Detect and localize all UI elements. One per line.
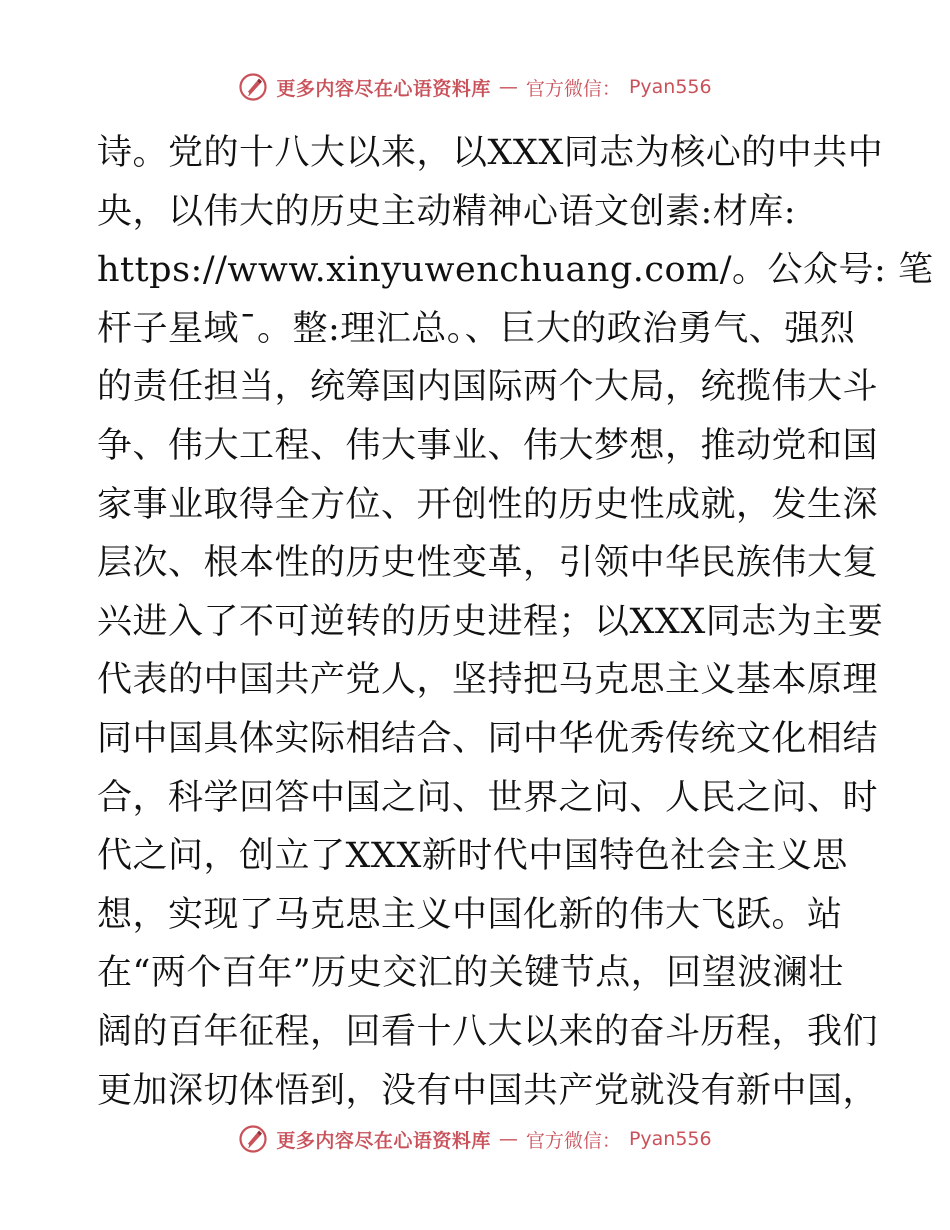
pen-logo-icon — [238, 1124, 268, 1154]
footer-watermark — [0, 1124, 950, 1154]
header-watermark — [0, 72, 950, 102]
text-line: 代表的中国共产党人，坚持把马克思主义基本原理 — [97, 660, 879, 701]
text-line: 家事业取得全方位、开创性的历史性成就，发生深 — [97, 484, 879, 525]
text-line: 层次、根本性的历史性变革，引领中华民族伟大复 — [97, 543, 879, 584]
text-line: 争、伟大工程、伟大事业、伟大梦想，推动党和国 — [97, 425, 879, 466]
watermark-label: 官方微信： — [525, 1129, 621, 1152]
watermark-text: 更多内容尽在心语资料库 — [276, 77, 491, 100]
text-line: https://www.xinyuwenchuang.com/。公众号: 笔 — [97, 250, 934, 291]
text-line: 同中国具体实际相结合、同中华优秀传统文化相结 — [97, 718, 879, 759]
watermark-text: 更多内容尽在心语资料库 — [276, 1129, 491, 1152]
watermark-handle: Pyan556 — [628, 76, 712, 98]
text-line: 央，以伟大的历史主动精神心语文创素:材库: — [97, 191, 797, 232]
text-line: 阔的百年征程，回看十八大以来的奋斗历程，我们 — [97, 1011, 879, 1052]
text-line: 在“两个百年”历史交汇的关键节点，回望波澜壮 — [97, 953, 844, 994]
text-line: 合，科学回答中国之问、世界之问、人民之问、时 — [97, 777, 879, 818]
text-line: 想，实现了马克思主义中国化新的伟大飞跃。站 — [97, 894, 843, 935]
watermark-separator: — — [498, 1128, 518, 1150]
watermark-label: 官方微信： — [525, 77, 621, 100]
text-line: 杆子星域¯。整:理汇总。、巨大的政治勇气、强烈 — [97, 308, 856, 349]
text-line: 诗。党的十八大以来，以XXX同志为核心的中共中 — [97, 133, 884, 173]
pen-logo-icon — [238, 72, 268, 102]
text-line: 兴进入了不可逆转的历史进程；以XXX同志为主要 — [97, 601, 884, 642]
text-line: 代之问，创立了XXX新时代中国特色社会主义思 — [97, 836, 848, 877]
watermark-handle: Pyan556 — [628, 1128, 712, 1150]
text-line: 更加深切体悟到，没有中国共产党就没有新中国， — [97, 1070, 879, 1111]
document-body — [97, 124, 934, 1120]
text-line: 的责任担当，统筹国内国际两个大局，统揽伟大斗 — [97, 367, 879, 408]
watermark-separator: — — [498, 76, 518, 98]
